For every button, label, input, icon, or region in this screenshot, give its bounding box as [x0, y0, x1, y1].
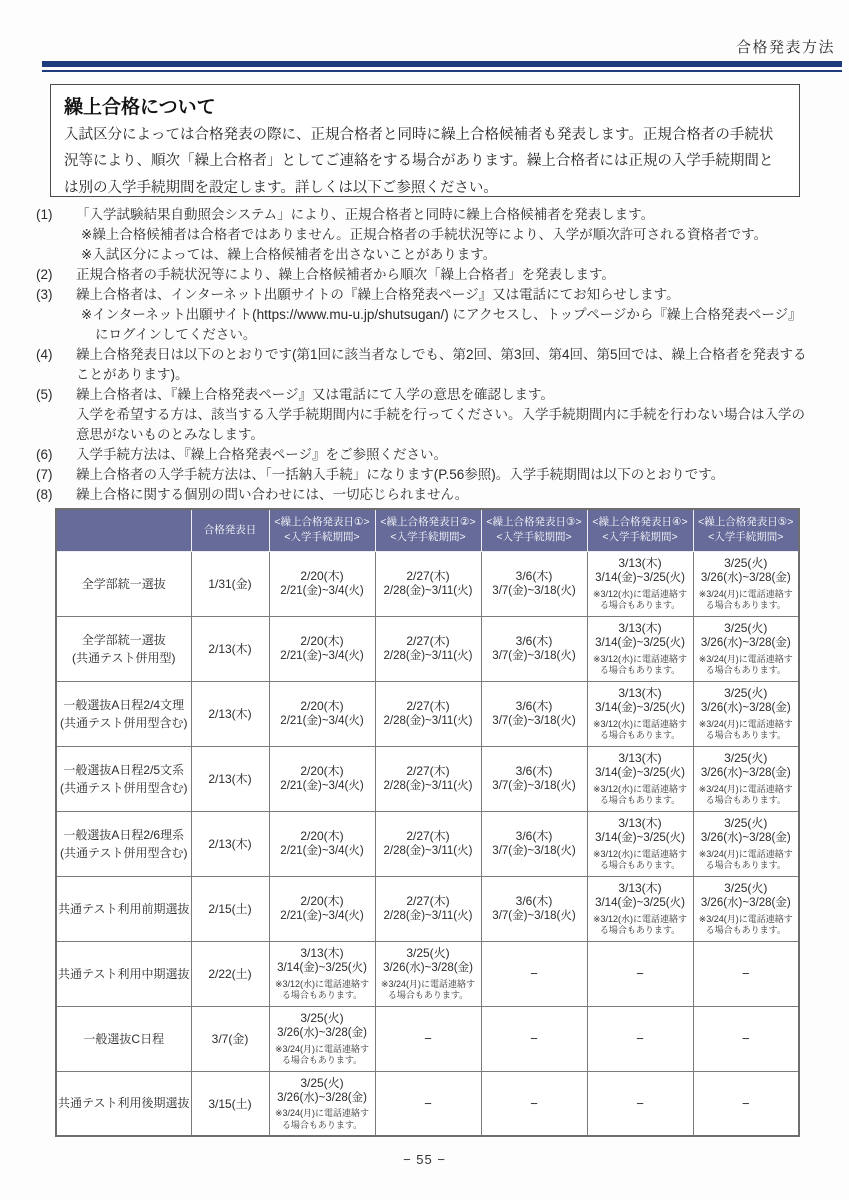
- procedure-period: 3/26(水)~3/28(金): [700, 832, 791, 845]
- row-label-line: 全学部統一選抜: [81, 576, 166, 591]
- table-row: [56, 746, 799, 811]
- phone-contact-note: ※3/12(水)に電話連絡する場合もあります。: [592, 848, 688, 871]
- note-line: にログインしてください。: [95, 327, 257, 342]
- phone-contact-note: ※3/24(月)に電話連絡する場合もあります。: [698, 783, 793, 806]
- table-row: [56, 876, 799, 941]
- note-number: (7): [36, 467, 53, 482]
- table-header-cell: [375, 509, 481, 551]
- note-item: [36, 445, 818, 465]
- procedure-period: 3/7(金)~3/18(火): [492, 779, 576, 792]
- procedure-period: 2/28(金)~3/11(火): [383, 584, 473, 597]
- schedule-cell: [269, 811, 375, 876]
- row-label-cell: [56, 811, 191, 876]
- note-line: 「入学試験結果自動照会システム」により、正規合格者と同時に繰上合格候補者を発表します。: [76, 207, 655, 222]
- schedule-cell: [693, 876, 799, 941]
- note-body: [76, 485, 818, 505]
- row-label-cell: [56, 1071, 191, 1136]
- schedule-cell: [587, 811, 693, 876]
- release-date: 2/20(木): [300, 828, 344, 843]
- announce-date-cell: 1/31(金): [191, 551, 269, 616]
- row-label-cell: [56, 746, 191, 811]
- note-number: (3): [36, 287, 53, 302]
- phone-contact-note: ※3/24(月)に電話連絡する場合もあります。: [698, 718, 793, 741]
- table-header-line: <入学手続期間>: [602, 531, 678, 544]
- note-line: ※入試区分によっては、繰上合格候補者を出さないことがあります。: [81, 247, 497, 262]
- release-date: 3/6(木): [515, 568, 553, 583]
- procedure-period: 3/26(水)~3/28(金): [277, 1027, 367, 1040]
- schedule-cell: [693, 616, 799, 681]
- phone-contact-note: ※3/24(月)に電話連絡する場合もあります。: [698, 848, 793, 871]
- schedule-cell: [375, 941, 481, 1006]
- table-row: [56, 1006, 799, 1071]
- announce-date-cell: 2/15(土): [191, 876, 269, 941]
- procedure-period: 3/14(金)~3/25(火): [277, 962, 367, 975]
- release-date: 3/25(火): [724, 555, 768, 570]
- note-number: (5): [36, 387, 53, 402]
- note-number: (4): [36, 347, 53, 362]
- release-date: 2/20(木): [300, 763, 344, 778]
- procedure-period: 3/14(金)~3/25(火): [595, 767, 685, 780]
- table-header-cell: [269, 509, 375, 551]
- release-date: 2/20(木): [300, 633, 344, 648]
- row-label-line: 共通テスト利用後期選抜: [58, 1096, 190, 1111]
- schedule-cell: [269, 616, 375, 681]
- phone-contact-note: ※3/12(水)に電話連絡する場合もあります。: [274, 978, 370, 1001]
- note-line: ※繰上合格候補者は合格者ではありません。正規合格者の手続状況等により、入学が順次許可される資格者です。: [81, 227, 768, 242]
- release-date: 3/13(木): [618, 555, 662, 570]
- note-line: 入学を希望する方は、該当する入学手続期間内に手続を行ってください。入学手続期間内に手続を行わない場合は入学の: [76, 407, 805, 422]
- release-date: 2/27(木): [406, 633, 450, 648]
- release-date: 3/25(火): [724, 880, 768, 895]
- note-body: [76, 345, 818, 385]
- note-item: [36, 205, 818, 265]
- row-label-line: (共通テスト併用型含む): [59, 715, 188, 730]
- row-label-cell: [56, 616, 191, 681]
- procedure-period: 3/7(金)~3/18(火): [492, 714, 576, 727]
- schedule-cell: [375, 551, 481, 616]
- procedure-period: 2/28(金)~3/11(火): [383, 844, 473, 857]
- procedure-period: 3/14(金)~3/25(火): [595, 637, 685, 650]
- note-item: [36, 345, 818, 385]
- procedure-period: 3/26(水)~3/28(金): [700, 702, 791, 715]
- schedule-cell: [481, 876, 587, 941]
- note-line: ことがあります)。: [76, 367, 189, 382]
- phone-contact-note: ※3/12(水)に電話連絡する場合もあります。: [592, 783, 688, 806]
- table-header-line: <入学手続期間>: [284, 531, 360, 544]
- phone-contact-note: ※3/24(月)に電話連絡する場合もあります。: [698, 653, 793, 676]
- schedule-cell: [269, 941, 375, 1006]
- row-label-line: 一般選抜A日程2/5文系: [63, 762, 185, 777]
- phone-contact-note: ※3/24(月)に電話連絡する場合もあります。: [698, 588, 793, 611]
- phone-contact-note: ※3/24(月)に電話連絡する場合もあります。: [274, 1108, 370, 1131]
- procedure-period: 2/21(金)~3/4(火): [280, 649, 364, 662]
- procedure-period: 3/26(水)~3/28(金): [700, 572, 791, 585]
- schedule-cell: [693, 551, 799, 616]
- table-row: [56, 681, 799, 746]
- schedule-cell: [693, 746, 799, 811]
- schedule-cell: −: [481, 1071, 587, 1136]
- table-header-cell: [693, 509, 799, 551]
- table-row: [56, 551, 799, 616]
- table-header-row: [56, 509, 799, 551]
- note-number: (6): [36, 447, 53, 462]
- release-date: 3/13(木): [618, 620, 662, 635]
- row-label-line: 一般選抜A日程2/4文理: [63, 697, 185, 712]
- table-header-line: <繰上合格発表日④>: [592, 516, 688, 529]
- intro-box: [50, 84, 800, 197]
- schedule-cell: [375, 616, 481, 681]
- announce-date-cell: 3/15(土): [191, 1071, 269, 1136]
- row-label-cell: [56, 551, 191, 616]
- note-line: ※インターネット出願サイト(https://www.mu-u.jp/shutsugan/) にアクセスし、トップページから『繰上合格発表ページ』: [81, 307, 802, 322]
- row-label-line: 一般選抜A日程2/6理系: [63, 827, 185, 842]
- table-row: [56, 1071, 799, 1136]
- schedule-cell: −: [587, 1006, 693, 1071]
- note-number: (8): [36, 487, 53, 502]
- procedure-period: 3/14(金)~3/25(火): [595, 832, 685, 845]
- announce-date-cell: 2/22(土): [191, 941, 269, 1006]
- procedure-period: 2/21(金)~3/4(火): [280, 909, 364, 922]
- schedule-cell: [587, 746, 693, 811]
- row-label-line: 共通テスト利用中期選抜: [58, 966, 190, 981]
- announce-date-cell: 2/13(木): [191, 681, 269, 746]
- procedure-period: 3/26(水)~3/28(金): [700, 637, 791, 650]
- schedule-cell: [481, 551, 587, 616]
- table-header-line: <繰上合格発表日①>: [274, 516, 370, 529]
- note-body: [76, 285, 818, 345]
- page-header-title: 合格発表方法: [735, 39, 835, 56]
- note-line: 繰上合格に関する個別の問い合わせには、一切応じられません。: [76, 487, 469, 502]
- row-label-line: 全学部統一選抜: [81, 632, 166, 647]
- table-header-line: 合格発表日: [203, 523, 257, 536]
- page-number: − 55 −: [403, 1152, 446, 1167]
- announce-date-cell: 2/13(木): [191, 616, 269, 681]
- schedule-cell: −: [587, 941, 693, 1006]
- note-line: 意思がないものとみなします。: [76, 427, 264, 442]
- procedure-period: 2/28(金)~3/11(火): [383, 714, 473, 727]
- release-date: 2/27(木): [406, 828, 450, 843]
- release-date: 3/6(木): [515, 893, 553, 908]
- notes-list: [36, 205, 818, 505]
- procedure-period: 3/7(金)~3/18(火): [492, 649, 576, 662]
- schedule-cell: −: [693, 1071, 799, 1136]
- row-label-line: 共通テスト利用前期選抜: [58, 901, 190, 916]
- schedule-cell: −: [481, 1006, 587, 1071]
- schedule-cell: [481, 811, 587, 876]
- schedule-cell: [481, 681, 587, 746]
- table-header-cell: [191, 509, 269, 551]
- procedure-period: 3/7(金)~3/18(火): [492, 584, 576, 597]
- schedule-cell: [269, 1071, 375, 1136]
- phone-contact-note: ※3/24(月)に電話連絡する場合もあります。: [698, 913, 793, 936]
- procedure-period: 2/21(金)~3/4(火): [280, 844, 364, 857]
- schedule-cell: −: [693, 1006, 799, 1071]
- procedure-period: 3/26(水)~3/28(金): [700, 897, 791, 910]
- intro-box-body: 入試区分によっては合格発表の際に、正規合格者と同時に繰上合格候補者も発表します。正規合格者の手続状況等により、順次「繰上合格者」としてご連絡をする場合があります。繰上合格者には正規の入学手続期間とは別の入学手続期間を設定します。詳しくは以下ご参照ください。: [64, 127, 774, 196]
- schedule-cell: −: [375, 1006, 481, 1071]
- note-body: [76, 465, 818, 485]
- release-date: 3/25(火): [724, 620, 768, 635]
- schedule-table: [55, 508, 800, 1137]
- release-date: 2/20(木): [300, 698, 344, 713]
- schedule-cell: [481, 616, 587, 681]
- schedule-cell: [269, 1006, 375, 1071]
- release-date: 3/6(木): [515, 698, 553, 713]
- schedule-cell: [587, 616, 693, 681]
- release-date: 3/6(木): [515, 633, 553, 648]
- row-label-line: (共通テスト併用型含む): [59, 845, 188, 860]
- phone-contact-note: ※3/12(水)に電話連絡する場合もあります。: [592, 653, 688, 676]
- table-header-line: <繰上合格発表日②>: [380, 516, 476, 529]
- table-header-line: <繰上合格発表日⑤>: [698, 516, 794, 529]
- schedule-cell: [693, 681, 799, 746]
- note-item: [36, 285, 818, 345]
- table-header-cell: [587, 509, 693, 551]
- note-body: [76, 265, 818, 285]
- announce-date-cell: 2/13(木): [191, 811, 269, 876]
- schedule-cell: −: [481, 941, 587, 1006]
- schedule-cell: [375, 681, 481, 746]
- table-header-line: <入学手続期間>: [390, 531, 466, 544]
- table-row: [56, 941, 799, 1006]
- release-date: 3/25(火): [406, 945, 450, 960]
- row-label-line: (共通テスト併用型含む): [59, 780, 188, 795]
- schedule-cell: −: [693, 941, 799, 1006]
- procedure-period: 2/28(金)~3/11(火): [383, 649, 473, 662]
- schedule-cell: [269, 551, 375, 616]
- procedure-period: 3/26(水)~3/28(金): [700, 767, 791, 780]
- procedure-period: 3/7(金)~3/18(火): [492, 844, 576, 857]
- table-header-line: <入学手続期間>: [496, 531, 572, 544]
- schedule-cell: [375, 746, 481, 811]
- schedule-table-head: [56, 509, 799, 551]
- release-date: 3/13(木): [300, 945, 344, 960]
- procedure-period: 2/21(金)~3/4(火): [280, 714, 364, 727]
- header-rule-thick: [42, 61, 842, 67]
- table-row: [56, 616, 799, 681]
- row-label-cell: [56, 1006, 191, 1071]
- procedure-period: 3/26(水)~3/28(金): [383, 962, 473, 975]
- release-date: 3/25(火): [724, 685, 768, 700]
- release-date: 2/27(木): [406, 763, 450, 778]
- release-date: 3/6(木): [515, 828, 553, 843]
- release-date: 3/25(火): [300, 1010, 344, 1025]
- procedure-period: 2/21(金)~3/4(火): [280, 584, 364, 597]
- row-label-cell: [56, 681, 191, 746]
- note-number: (2): [36, 267, 53, 282]
- schedule-cell: [269, 746, 375, 811]
- release-date: 3/13(木): [618, 815, 662, 830]
- release-date: 3/13(木): [618, 880, 662, 895]
- note-line: 入学手続方法は、『繰上合格発表ページ』をご参照ください。: [76, 447, 447, 462]
- note-body: [76, 205, 818, 265]
- release-date: 2/27(木): [406, 893, 450, 908]
- row-label-line: (共通テスト併用型): [71, 650, 176, 665]
- note-line: 正規合格者の手続状況等により、繰上合格候補者から順次「繰上合格者」を発表します。: [76, 267, 615, 282]
- procedure-period: 3/14(金)~3/25(火): [595, 897, 685, 910]
- row-label-cell: [56, 876, 191, 941]
- schedule-cell: [269, 681, 375, 746]
- procedure-period: 3/14(金)~3/25(火): [595, 702, 685, 715]
- phone-contact-note: ※3/12(水)に電話連絡する場合もあります。: [592, 718, 688, 741]
- phone-contact-note: ※3/12(水)に電話連絡する場合もあります。: [592, 588, 688, 611]
- note-item: [36, 265, 818, 285]
- procedure-period: 3/7(金)~3/18(火): [492, 909, 576, 922]
- table-header-cell: [56, 509, 191, 551]
- release-date: 2/20(木): [300, 893, 344, 908]
- release-date: 2/20(木): [300, 568, 344, 583]
- procedure-period: 3/14(金)~3/25(火): [595, 572, 685, 585]
- release-date: 2/27(木): [406, 698, 450, 713]
- procedure-period: 2/28(金)~3/11(火): [383, 909, 473, 922]
- schedule-cell: [375, 811, 481, 876]
- table-header-cell: [481, 509, 587, 551]
- phone-contact-note: ※3/24(月)に電話連絡する場合もあります。: [380, 978, 476, 1001]
- release-date: 3/25(火): [300, 1075, 344, 1090]
- note-number: (1): [36, 207, 53, 222]
- schedule-cell: [587, 681, 693, 746]
- procedure-period: 2/28(金)~3/11(火): [383, 779, 473, 792]
- note-body: [76, 385, 818, 445]
- schedule-cell: [693, 811, 799, 876]
- phone-contact-note: ※3/12(水)に電話連絡する場合もあります。: [592, 913, 688, 936]
- schedule-cell: [587, 551, 693, 616]
- schedule-cell: [587, 876, 693, 941]
- note-line: 繰上合格者は、インターネット出願サイトの『繰上合格発表ページ』又は電話にてお知らせします。: [76, 287, 680, 302]
- table-row: [56, 811, 799, 876]
- table-header-line: <入学手続期間>: [708, 531, 784, 544]
- release-date: 3/25(火): [724, 815, 768, 830]
- schedule-cell: [375, 876, 481, 941]
- schedule-cell: −: [587, 1071, 693, 1136]
- row-label-cell: [56, 941, 191, 1006]
- release-date: 3/13(木): [618, 685, 662, 700]
- schedule-cell: [269, 876, 375, 941]
- note-item: [36, 385, 818, 445]
- announce-date-cell: 2/13(木): [191, 746, 269, 811]
- phone-contact-note: ※3/24(月)に電話連絡する場合もあります。: [274, 1043, 370, 1066]
- note-item: [36, 485, 818, 505]
- table-header-line: <繰上合格発表日③>: [486, 516, 582, 529]
- procedure-period: 3/26(水)~3/28(金): [277, 1091, 367, 1104]
- note-line: 繰上合格発表日は以下のとおりです(第1回に該当者なしでも、第2回、第3回、第4回、第5回では、繰上合格者を発表する: [76, 347, 807, 362]
- note-body: [76, 445, 818, 465]
- release-date: 2/27(木): [406, 568, 450, 583]
- note-line: 繰上合格者の入学手続方法は、「一括納入手続」になります(P.56参照)。入学手続期間は以下のとおりです。: [76, 467, 725, 482]
- intro-box-title: 繰上合格について: [64, 97, 216, 118]
- schedule-cell: [481, 746, 587, 811]
- note-line: 繰上合格者は、『繰上合格発表ページ』又は電話にて入学の意思を確認します。: [76, 387, 554, 402]
- announce-date-cell: 3/7(金): [191, 1006, 269, 1071]
- release-date: 3/25(火): [724, 750, 768, 765]
- row-label-line: 一般選抜C日程: [83, 1031, 165, 1046]
- header-rule-thin: [42, 70, 842, 72]
- note-item: [36, 465, 818, 485]
- procedure-period: 2/21(金)~3/4(火): [280, 779, 364, 792]
- release-date: 3/6(木): [515, 763, 553, 778]
- release-date: 3/13(木): [618, 750, 662, 765]
- schedule-table-body: [56, 551, 799, 1136]
- schedule-cell: −: [375, 1071, 481, 1136]
